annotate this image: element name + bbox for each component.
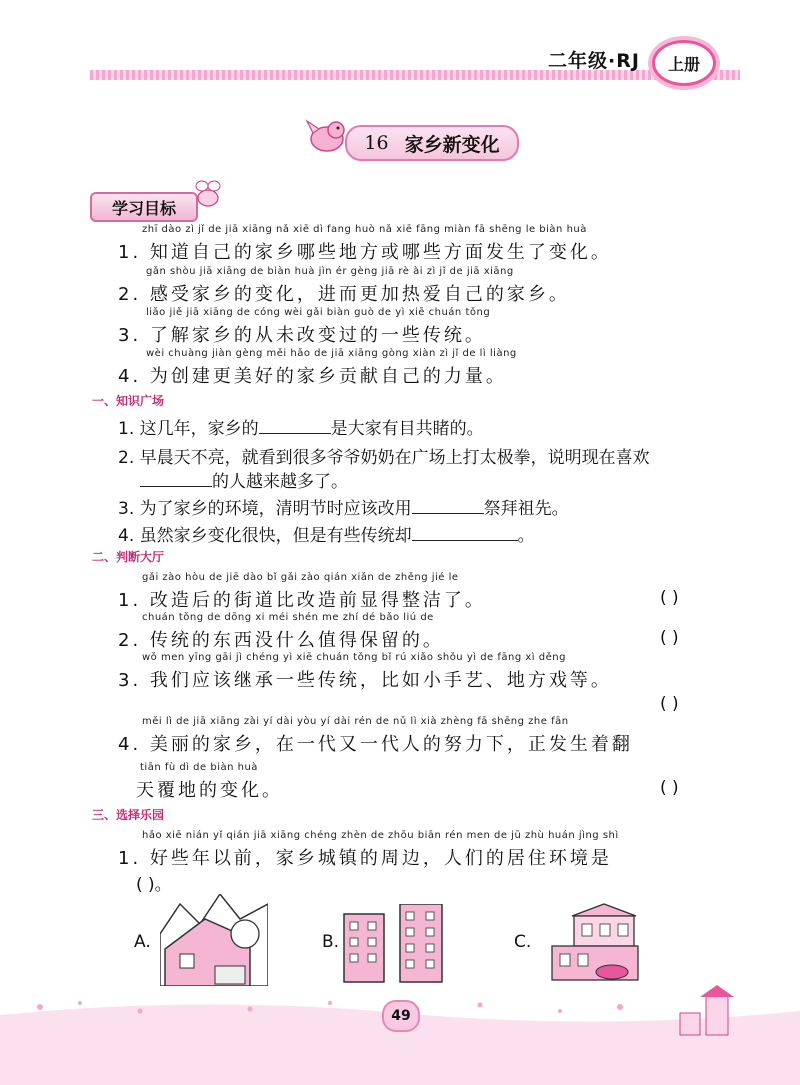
goal-4-pinyin: wèi chuàng jiàn gèng měi hǎo de jiā xiāng gòng xiàn zì jǐ de lì liàng (146, 348, 517, 359)
judge-2-text: 2. 传统的东西没什么值得保留的。 (118, 630, 444, 651)
option-a-image[interactable] (160, 894, 268, 986)
answer-blank-2[interactable] (140, 470, 212, 487)
lesson-title-box (345, 125, 519, 161)
answer-blank-4[interactable] (412, 524, 518, 541)
goal-4-text: 4. 为创建更美好的家乡贡献自己的力量。 (118, 366, 507, 387)
option-a-label[interactable]: A. (134, 932, 151, 952)
goals-label: 学习目标 (90, 192, 198, 222)
volume-badge (652, 40, 716, 86)
fill-question-2-line-1: 2. 早晨天不亮，就看到很多爷爷奶奶在广场上打太极拳，说明现在喜欢 (118, 448, 650, 468)
goal-3-pinyin: liǎo jiě jiā xiāng de cóng wèi gǎi biàn guò de yì xiē chuán tǒng (146, 307, 491, 318)
fill-question-1: 1. 这几年，家乡的 是大家有目共睹的。 (118, 419, 484, 439)
judge-4-text-2: 天覆地的变化。 (136, 780, 283, 801)
goal-2-text: 2. 感受家乡的变化，进而更加热爱自己的家乡。 (118, 284, 570, 305)
option-b-label[interactable]: B. (322, 932, 340, 952)
answer-blank-1[interactable] (259, 417, 331, 434)
judge-1-text: 1. 改造后的街道比改造前显得整洁了。 (118, 590, 486, 611)
page-number: 49 (382, 1000, 420, 1032)
goal-3-text: 3. 了解家乡的从未改变过的一些传统。 (118, 325, 486, 346)
judge-1-pinyin: gǎi zào hòu de jiē dào bǐ gǎi zào qián xiǎn de zhěng jié le (142, 572, 459, 583)
lesson-title: 家乡新变化 (404, 133, 500, 156)
judge-3-text: 3. 我们应该继承一些传统，比如小手艺、地方戏等。 (118, 670, 612, 691)
lesson-number: 16 (364, 132, 389, 154)
grade-label: 二年级·RJ (548, 50, 640, 72)
option-c-image[interactable] (544, 902, 644, 984)
section-2-label: 二、判断大厅 (92, 550, 165, 564)
judge-4-pinyin-2: tiān fù dì de biàn huà (140, 762, 258, 773)
judge-4-answer[interactable]: ( ) (660, 778, 679, 798)
goal-2-pinyin: gǎn shòu jiā xiāng de biàn huà jìn ér gèng jiā rè ài zì jǐ de jiā xiāng (146, 266, 514, 277)
bee-icon (190, 176, 226, 212)
answer-blank-3[interactable] (412, 497, 484, 514)
choice-1-answer[interactable]: ( )。 (136, 875, 172, 895)
judge-4-pinyin: měi lì de jiā xiāng zài yí dài yòu yí dài rén de nǔ lì xià zhèng fā shēng zhe fān (142, 716, 569, 727)
goal-1-pinyin: zhī dào zì jǐ de jiā xiāng nǎ xiē dì fang huò nǎ xiē fāng miàn fā shēng le biàn huà (142, 224, 587, 235)
dragon-icon (303, 113, 351, 155)
volume-label: 上册 (667, 54, 700, 74)
goal-1-text: 1. 知道自己的家乡哪些地方或哪些方面发生了变化。 (118, 242, 612, 263)
choice-1-pinyin: hǎo xiē nián yǐ qián jiā xiāng chéng zhèn de zhōu biān rén men de jū zhù huán jìng shì (142, 830, 619, 841)
judge-1-answer[interactable]: ( ) (660, 588, 679, 608)
judge-3-pinyin: wǒ men yīng gāi jì chéng yì xiē chuán tǒng bǐ rú xiǎo shǒu yì de fāng xì děng (142, 652, 566, 663)
fill-question-3: 3. 为了家乡的环境，清明节时应该改用 祭拜祖先。 (118, 499, 569, 519)
judge-4-text: 4. 美丽的家乡，在一代又一代人的努力下，正发生着翻 (118, 734, 633, 755)
judge-2-answer[interactable]: ( ) (660, 628, 679, 648)
option-b-image[interactable] (342, 904, 446, 984)
judge-2-pinyin: chuán tǒng de dōng xi méi shén me zhí dé bǎo liú de (142, 612, 434, 623)
judge-3-answer[interactable]: ( ) (660, 694, 679, 714)
section-3-label: 三、选择乐园 (92, 808, 165, 822)
fill-question-2-line-2: 的人越来越多了。 (140, 467, 348, 492)
section-1-label: 一、知识广场 (92, 394, 165, 408)
header-bar (90, 70, 740, 80)
choice-1-text: 1. 好些年以前，家乡城镇的周边，人们的居住环境是 (118, 848, 612, 869)
option-c-label[interactable]: C. (514, 932, 532, 952)
fill-question-4: 4. 虽然家乡变化很快，但是有些传统却 。 (118, 526, 535, 546)
